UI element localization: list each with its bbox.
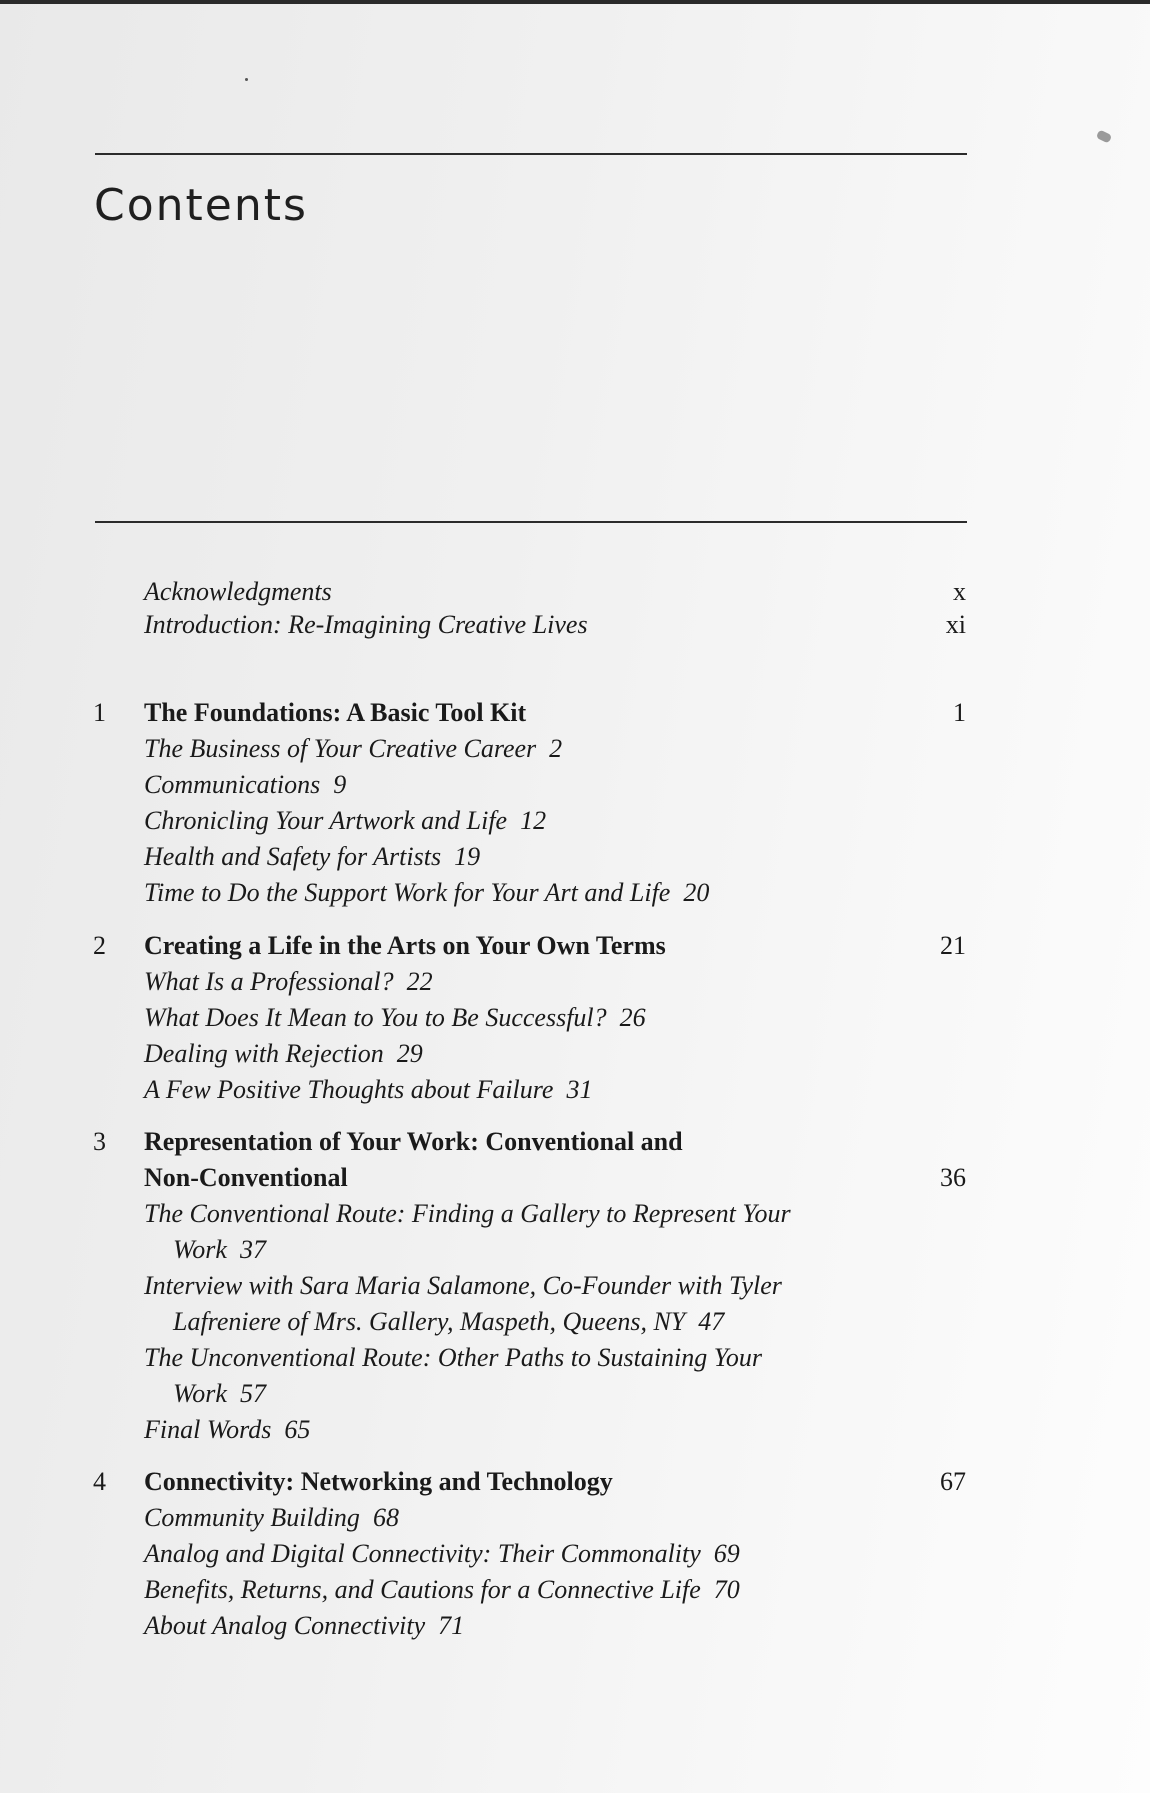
- toc-section[interactable]: What Does It Mean to You to Be Successful? 26: [144, 1003, 646, 1032]
- chapter-number: 4: [93, 1467, 106, 1496]
- chapter-title-3-line1[interactable]: Representation of Your Work: Conventional and: [144, 1127, 683, 1156]
- entry-page: x: [953, 577, 966, 606]
- chapter-number: 1: [93, 698, 106, 727]
- chapter-number: 3: [93, 1127, 106, 1156]
- chapter-title-1[interactable]: The Foundations: A Basic Tool Kit: [144, 698, 527, 727]
- chapter-title-2[interactable]: Creating a Life in the Arts on Your Own Terms: [144, 931, 666, 960]
- toc-entry-introduction[interactable]: [144, 607, 588, 643]
- toc-section[interactable]: Community Building 68: [144, 1503, 399, 1532]
- toc-section-cont[interactable]: Work 37: [173, 1235, 266, 1264]
- toc-section-cont[interactable]: Work 57: [173, 1379, 266, 1408]
- toc-section[interactable]: Interview with Sara Maria Salamone, Co-Founder with Tyler: [144, 1271, 782, 1300]
- chapter-page: 21: [940, 931, 966, 960]
- toc-section[interactable]: A Few Positive Thoughts about Failure 31: [144, 1075, 593, 1104]
- toc-section[interactable]: Time to Do the Support Work for Your Art and Life 20: [144, 878, 710, 907]
- chapter-page: 36: [940, 1163, 966, 1192]
- toc-section[interactable]: Health and Safety for Artists 19: [144, 842, 481, 871]
- chapter-title-4[interactable]: Connectivity: Networking and Technology: [144, 1467, 613, 1496]
- toc-section[interactable]: Final Words 65: [144, 1415, 311, 1444]
- toc-section[interactable]: The Conventional Route: Finding a Gallery to Represent Your: [144, 1199, 791, 1228]
- chapter-page: 1: [953, 698, 966, 727]
- entry-title: Introduction: Re-Imagining Creative Lives: [144, 610, 588, 639]
- entry-title: Acknowledgments: [144, 577, 332, 606]
- chapter-number: 2: [93, 931, 106, 960]
- toc-section[interactable]: Dealing with Rejection 29: [144, 1039, 423, 1068]
- toc-section[interactable]: The Unconventional Route: Other Paths to Sustaining Your: [144, 1343, 762, 1372]
- toc-section-cont[interactable]: Lafreniere of Mrs. Gallery, Maspeth, Queens, NY 47: [173, 1307, 725, 1336]
- toc-section[interactable]: What Is a Professional? 22: [144, 967, 433, 996]
- toc-section[interactable]: Communications 9: [144, 770, 347, 799]
- toc-section[interactable]: Analog and Digital Connectivity: Their Commonality 69: [144, 1539, 740, 1568]
- toc-section[interactable]: The Business of Your Creative Career 2: [144, 734, 563, 763]
- toc-section[interactable]: About Analog Connectivity 71: [144, 1611, 465, 1640]
- toc-entry-acknowledgments[interactable]: [144, 574, 332, 610]
- page-title: Contents: [94, 180, 308, 231]
- entry-page: xi: [945, 610, 966, 639]
- toc-section[interactable]: Chronicling Your Artwork and Life 12: [144, 806, 547, 835]
- chapter-page: 67: [940, 1467, 966, 1496]
- chapter-title-3-line2[interactable]: Non-Conventional: [144, 1163, 348, 1192]
- toc-section[interactable]: Benefits, Returns, and Cautions for a Connective Life 70: [144, 1575, 740, 1604]
